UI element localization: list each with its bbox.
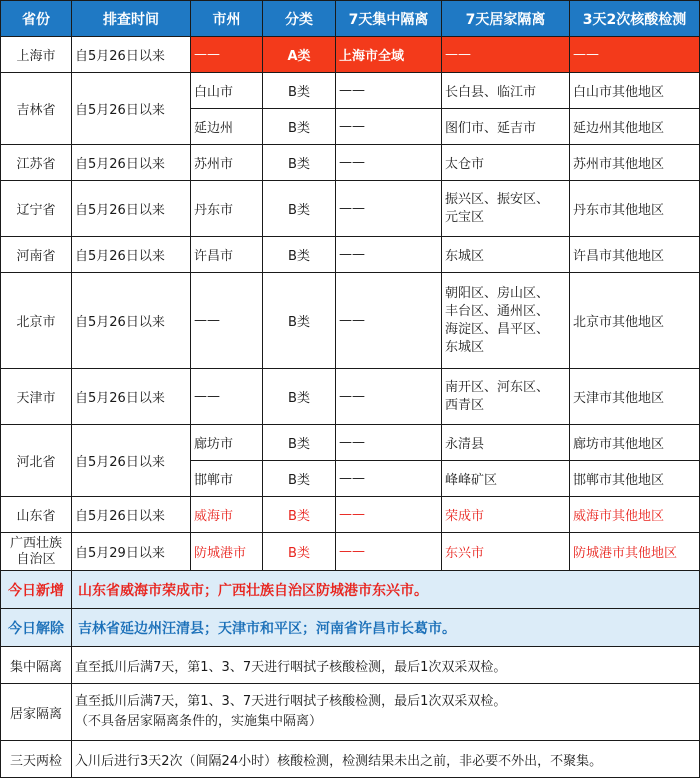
table-row xyxy=(1,181,700,237)
two-tests-info-row xyxy=(1,741,700,778)
home-cell: 荣成市 xyxy=(442,497,570,533)
home-line: 东城区 xyxy=(445,339,485,355)
home-cell: 东城区 xyxy=(442,237,570,273)
central-cell: —— xyxy=(336,369,442,425)
new-additions-text: 山东省威海市荣成市；广西壮族自治区防城港市东兴市。 xyxy=(72,571,700,609)
home-cell: 图们市、延吉市 xyxy=(442,109,570,145)
test-cell: 丹东市其他地区 xyxy=(570,181,700,237)
central-cell: —— xyxy=(336,497,442,533)
table-row xyxy=(1,73,700,109)
province-cell: 山东省 xyxy=(1,497,72,533)
home-cell: —— xyxy=(442,37,570,73)
test-cell: —— xyxy=(570,37,700,73)
city-cell: 丹东市 xyxy=(191,181,263,237)
time-cell: 自5月26日以来 xyxy=(72,369,191,425)
central-cell: —— xyxy=(336,425,442,461)
home-isolation-text xyxy=(72,684,700,741)
home-cell xyxy=(442,181,570,237)
two-tests-text: 入川后进行3天2次（间隔24小时）核酸检测，检测结果未出之前，非必要不外出，不聚集。 xyxy=(72,741,700,778)
new-additions-row xyxy=(1,571,700,609)
lifted-row xyxy=(1,609,700,647)
city-cell: —— xyxy=(191,37,263,73)
central-cell: —— xyxy=(336,461,442,497)
province-cell: 辽宁省 xyxy=(1,181,72,237)
home-cell: 长白县、临江市 xyxy=(442,73,570,109)
time-cell: 自5月26日以来 xyxy=(72,73,191,145)
table-row xyxy=(1,369,700,425)
home-cell: 太仓市 xyxy=(442,145,570,181)
table-row xyxy=(1,425,700,461)
two-tests-label: 三天两检 xyxy=(1,741,72,778)
home-line: 海淀区、昌平区、 xyxy=(445,321,550,337)
test-cell: 许昌市其他地区 xyxy=(570,237,700,273)
city-cell: 延边州 xyxy=(191,109,263,145)
header-category: 分类 xyxy=(263,1,336,37)
city-cell: 白山市 xyxy=(191,73,263,109)
lifted-label: 今日解除 xyxy=(1,609,72,647)
time-cell: 自5月26日以来 xyxy=(72,37,191,73)
home-line: 南开区、河东区、 xyxy=(445,379,550,395)
province-cell: 北京市 xyxy=(1,273,72,369)
city-cell: 苏州市 xyxy=(191,145,263,181)
central-isolation-info-row xyxy=(1,647,700,684)
category-cell: A类 xyxy=(263,37,336,73)
category-cell: B类 xyxy=(263,145,336,181)
header-province: 省份 xyxy=(1,1,72,37)
table-row xyxy=(1,145,700,181)
city-cell: —— xyxy=(191,273,263,369)
home-line: 朝阳区、房山区、 xyxy=(445,285,550,301)
category-cell: B类 xyxy=(263,181,336,237)
central-cell: —— xyxy=(336,181,442,237)
home-cell: 峰峰矿区 xyxy=(442,461,570,497)
central-isolation-text: 直至抵川后满7天，第1、3、7天进行咽拭子核酸检测，最后1次双采双检。 xyxy=(72,647,700,684)
central-cell: —— xyxy=(336,533,442,571)
time-cell: 自5月26日以来 xyxy=(72,497,191,533)
home-cell: 东兴市 xyxy=(442,533,570,571)
category-cell: B类 xyxy=(263,425,336,461)
central-cell: 上海市全域 xyxy=(336,37,442,73)
home-cell xyxy=(442,273,570,369)
category-cell: B类 xyxy=(263,109,336,145)
province-cell: 江苏省 xyxy=(1,145,72,181)
central-cell: —— xyxy=(336,237,442,273)
home-line: 元宝区 xyxy=(445,209,485,225)
city-cell: 许昌市 xyxy=(191,237,263,273)
province-cell: 河北省 xyxy=(1,425,72,497)
time-cell: 自5月26日以来 xyxy=(72,145,191,181)
header-time: 排查时间 xyxy=(72,1,191,37)
time-cell: 自5月26日以来 xyxy=(72,237,191,273)
lifted-text: 吉林省延边州汪清县；天津市和平区；河南省许昌市长葛市。 xyxy=(72,609,700,647)
province-line: 自治区 xyxy=(16,551,56,567)
home-line: 西青区 xyxy=(445,397,485,413)
test-cell: 延边州其他地区 xyxy=(570,109,700,145)
header-central: 7天集中隔离 xyxy=(336,1,442,37)
table-row xyxy=(1,237,700,273)
test-cell: 北京市其他地区 xyxy=(570,273,700,369)
central-cell: —— xyxy=(336,145,442,181)
central-cell: —— xyxy=(336,109,442,145)
central-cell: —— xyxy=(336,273,442,369)
province-cell: 上海市 xyxy=(1,37,72,73)
table-row xyxy=(1,37,700,73)
city-cell: 防城港市 xyxy=(191,533,263,571)
home-cell: 永清县 xyxy=(442,425,570,461)
test-cell: 防城港市其他地区 xyxy=(570,533,700,571)
table-row xyxy=(1,273,700,369)
province-cell: 天津市 xyxy=(1,369,72,425)
table-row xyxy=(1,533,700,571)
category-cell: B类 xyxy=(263,369,336,425)
category-cell: B类 xyxy=(263,273,336,369)
test-cell: 邯郸市其他地区 xyxy=(570,461,700,497)
table-row xyxy=(1,497,700,533)
test-cell: 苏州市其他地区 xyxy=(570,145,700,181)
time-cell: 自5月26日以来 xyxy=(72,181,191,237)
category-cell: B类 xyxy=(263,497,336,533)
home-isolation-label: 居家隔离 xyxy=(1,684,72,741)
home-isolation-line: （不具备居家隔离条件的，实施集中隔离） xyxy=(75,714,323,729)
city-cell: —— xyxy=(191,369,263,425)
central-isolation-label: 集中隔离 xyxy=(1,647,72,684)
central-cell: —— xyxy=(336,73,442,109)
new-additions-label: 今日新增 xyxy=(1,571,72,609)
home-isolation-info-row xyxy=(1,684,700,741)
time-cell: 自5月29日以来 xyxy=(72,533,191,571)
category-cell: B类 xyxy=(263,73,336,109)
time-cell: 自5月26日以来 xyxy=(72,273,191,369)
category-cell: B类 xyxy=(263,237,336,273)
test-cell: 天津市其他地区 xyxy=(570,369,700,425)
province-cell xyxy=(1,533,72,571)
city-cell: 廊坊市 xyxy=(191,425,263,461)
province-cell: 河南省 xyxy=(1,237,72,273)
test-cell: 廊坊市其他地区 xyxy=(570,425,700,461)
category-cell: B类 xyxy=(263,461,336,497)
header-city: 市州 xyxy=(191,1,263,37)
header-row xyxy=(1,1,700,37)
home-line: 丰台区、通州区、 xyxy=(445,303,550,319)
category-cell: B类 xyxy=(263,533,336,571)
city-cell: 邯郸市 xyxy=(191,461,263,497)
test-cell: 威海市其他地区 xyxy=(570,497,700,533)
header-home: 7天居家隔离 xyxy=(442,1,570,37)
home-cell xyxy=(442,369,570,425)
time-cell: 自5月26日以来 xyxy=(72,425,191,497)
province-line: 广西壮族 xyxy=(9,535,62,551)
header-test: 3天2次核酸检测 xyxy=(570,1,700,37)
test-cell: 白山市其他地区 xyxy=(570,73,700,109)
province-cell: 吉林省 xyxy=(1,73,72,145)
home-isolation-line: 直至抵川后满7天，第1、3、7天进行咽拭子核酸检测，最后1次双采双检。 xyxy=(75,694,507,709)
home-line: 振兴区、振安区、 xyxy=(445,191,550,207)
city-cell: 威海市 xyxy=(191,497,263,533)
